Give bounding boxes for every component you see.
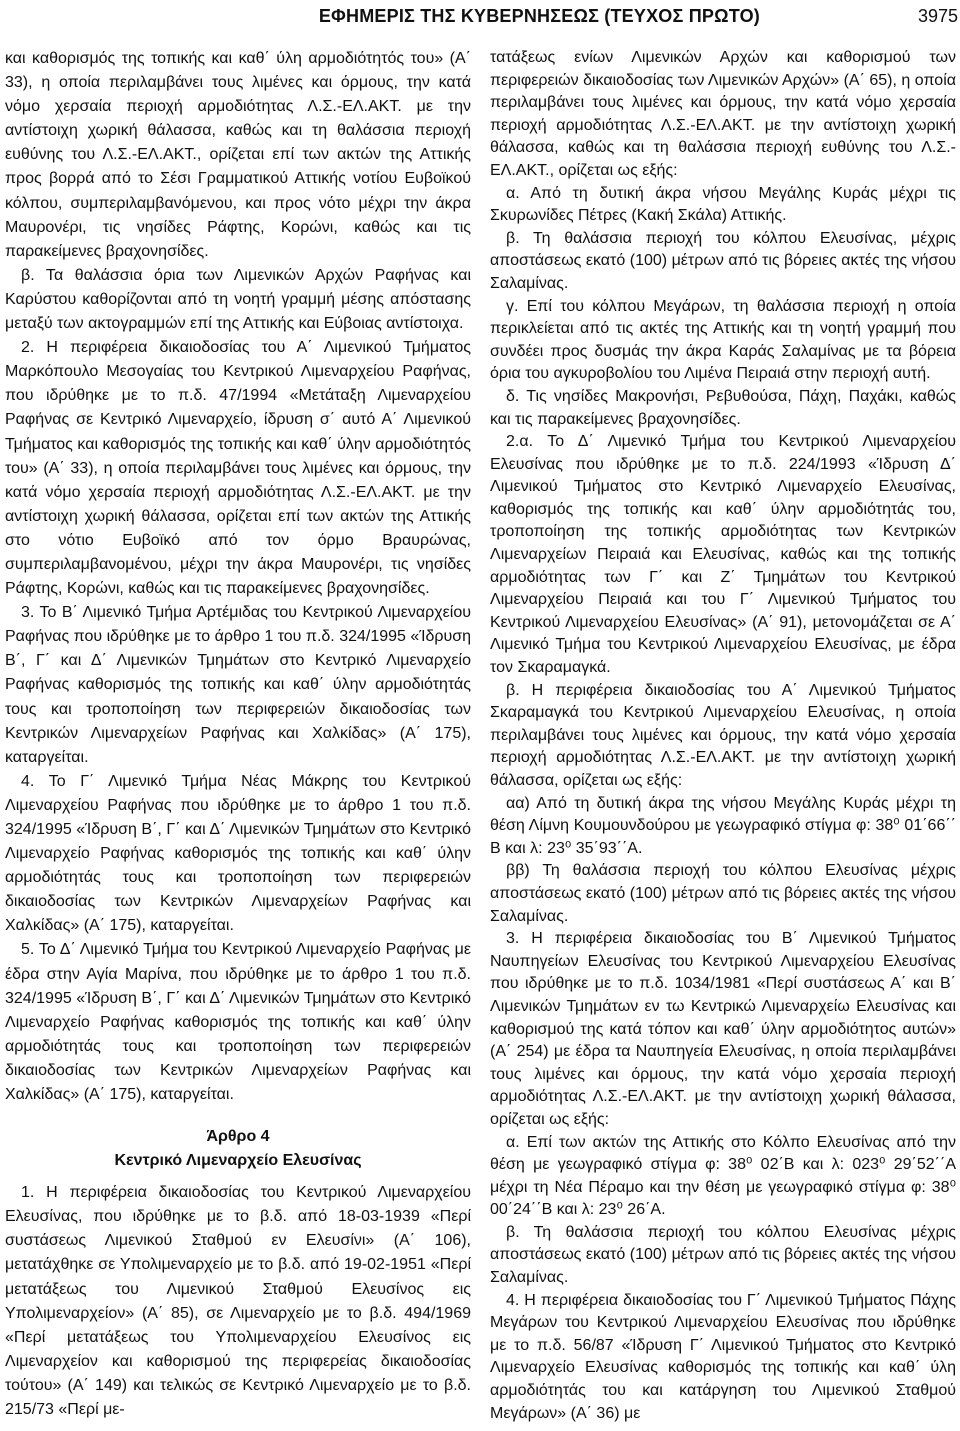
article-title: Κεντρικό Λιμεναρχείο Ελευσίνας — [114, 1152, 362, 1170]
paragraph: ββ) Τη θαλάσσια περιοχή του κόλπου Ελευσίνας μέχρις αποστάσεως εκατό (100) μέτρων από τις βόρειες ακτές της νήσου Σαλαμίνας. — [490, 862, 956, 925]
paragraph: δ. Τις νησίδες Μακρονήσι, Ρεβυθούσα, Πάχη, Παχάκι, καθώς και τις παρακείμενες βραχονησίδες. — [490, 387, 956, 428]
paragraph: 3. Το Β΄ Λιμενικό Τμήμα Αρτέμιδας του Κεντρικού Λιμεναρχείου Ραφήνας που ιδρύθηκε με το άρθρο 1 του π.δ. 324/1995 «Ίδρυση Β΄, Γ΄ και Δ΄ Λιμενικών Τμημάτων στο Κεντρικό Λιμεναρχείο Ραφήνας καθορισμός της τοπικής και καθ΄ ύλην αρμοδιότητάς τους και τροποποίηση των περιφερειών δικαιοδοσίας των Κεντρικών Λιμεναρχείων Ραφήνας και Χαλκίδας» (Α΄ 175), καταργείται. — [5, 604, 471, 766]
gazette-title: ΕΦΗΜΕΡΙΣ ΤΗΣ ΚΥΒΕΡΝΗΣΕΩΣ (ΤΕΥΧΟΣ ΠΡΩΤΟ) — [318, 6, 760, 26]
paragraph: α. Επί των ακτών της Αττικής στο Κόλπο Ελευσίνας από την θέση με γεωγραφικό στίγμα φ: 38⁰ 02΄Β και λ: 023⁰ 29΄52΄΄Α μέχρι τη Νέα Πέραμο και την θέση με γεωγραφικό στίγμα φ: 38⁰ 00΄24΄΄Β και λ: 23⁰ 26΄Α. — [490, 1133, 956, 1219]
article-number: Άρθρο 4 — [206, 1128, 270, 1146]
left-column — [5, 47, 471, 1422]
paragraph: 4. Η περιφέρεια δικαιοδοσίας του Γ΄ Λιμενικού Τμήματος Πάχης Μεγάρων του Κεντρικού Λιμεναρχείου Ελευσίνας που ιδρύθηκε με το π.δ. 56/87 «Ίδρυση Γ΄ Λιμενικού Τμήματος στο Κεντρικό Λιμεναρχείο Ελευσίνας καθορισμός της τοπικής και καθ΄ ύλη αρμοδιότητάς του και κατάργηση του Λιμενικού Σταθμού Μεγάρων» (Α΄ 36) με — [490, 1291, 956, 1422]
page-header — [0, 0, 960, 34]
article-heading — [5, 1125, 471, 1173]
paragraph: β. Τη θαλάσσια περιοχή του κόλπου Ελευσίνας μέχρις αποστάσεως εκατό (100) μέτρων από τις βόρειες ακτές της νήσου Σαλαμίνας. — [490, 1223, 956, 1287]
right-column — [490, 47, 956, 1425]
paragraph: 1. Η περιφέρεια δικαιοδοσίας του Κεντρικού Λιμεναρχείου Ελευσίνας, που ιδρύθηκε με το β.δ. από 18-03-1939 «Περί συστάσεως Λιμενικού Σταθμού εν Ελευσίνι» (Α΄ 106), μετατάχθηκε σε Υπολιμεναρχείο με το β.δ. από 19-02-1951 «Περί μετατάξεως του Λιμενικού Σταθμού Ελευσίνος εις Υπολιμεναρχείον» (Α΄ 85), σε Λιμεναρχείο με το β.δ. 494/1969 «Περί μετατάξεως του Υπολιμεναρχείου Ελευσίνος εις Λιμεναρχείον και καθορισμού της περιφερείας δικαιοδοσίας τούτου» (Α΄ 149) και τελικώς σε Κεντρικό Λιμεναρχείο με το β.δ. 215/73 «Περί με- — [5, 1184, 471, 1418]
paragraph: β. Τα θαλάσσια όρια των Λιμενικών Αρχών Ραφήνας και Καρύστου καθορίζονται από τη νοητή γραμμή μέσης απόστασης μεταξύ των ακτογραμμών επί της Αττικής και Εύβοιας αντίστοιχα. — [5, 266, 471, 333]
paragraph: β. Τη θαλάσσια περιοχή του κόλπου Ελευσίνας, μέχρις αποστάσεως εκατό (100) μέτρων από τις βόρειες ακτές της νήσου Σαλαμίνας. — [490, 229, 956, 292]
page-number: 3975 — [917, 6, 958, 26]
paragraph: τατάξεως ενίων Λιμενικών Αρχών και καθορισμού των περιφερειών δικαιοδοσίας των Λιμενικών Αρχών» (Α΄ 65), η οποία περιλαμβάνει τους λιμένες και όρμους, την κατά νόμο χερσαία περιοχή αρμοδιότητας Λ.Σ.-ΕΛ.ΑΚΤ. με την αντίστοιχη χωρική θάλασσα, καθώς και τη θαλάσσια περιοχή ευθύνης του Λ.Σ.-ΕΛ.ΑΚΤ., ορίζεται ως εξής: — [490, 49, 956, 179]
paragraph: 2.α. Το Δ΄ Λιμενικό Τμήμα του Κεντρικού Λιμεναρχείου Ελευσίνας που ιδρύθηκε με το π.δ. 224/1993 «Ίδρυση Δ΄ Λιμενικού Τμήματος στο Κεντρικό Λιμεναρχείο Ελευσίνας, καθορισμός της τοπικής και καθ΄ ύλην αρμοδιότητάς του, τροποποίηση της τοπικής αρμοδιότητας των Κεντρικών Λιμεναρχείων Πειραιά και Ελευσίνας, καθώς και της τοπικής αρμοδιότητας των Γ΄ και Ζ΄ Τμημάτων του Κεντρικού Λιμεναρχείου Πειραιά και του Γ΄ Λιμενικού Τμήματος του Κεντρικού Λιμεναρχείου Ελευσίνας» (Α΄ 91), μετονομάζεται σε Α΄ Λιμενικό Τμήμα του Κεντρικού Λιμεναρχείου Ελευσίνας, με έδρα τον Σκαραμαγκά. — [490, 433, 956, 677]
paragraph: 2. Η περιφέρεια δικαιοδοσίας του Α΄ Λιμενικού Τμήματος Μαρκόπουλο Μεσογαίας του Κεντρικού Λιμεναρχείου Ραφήνας, που ιδρύθηκε με το π.δ. 47/1994 «Μετάταξη Λιμεναρχείου Ραφήνας σε Κεντρικό Λιμεναρχείο, ίδρυση σ΄ αυτό Α΄ Λιμενικού Τμήματος και καθορισμός της τοπικής και καθ΄ ύλην αρμοδιότητός του» (Α΄ 33), η οποία περιλαμβάνει τους λιμένες και όρμους, την κατά νόμο χερσαία περιοχή αρμοδιότητας Λ.Σ.-ΕΛ.ΑΚΤ. με την αντίστοιχη χωρική θάλασσα, ορίζεται επί των ακτών της Αττικής στο νότιο Ευβοϊκό από τον όρμο Βραυρώνας, συμπεριλαμβανομένου, μέχρι την άκρα Μαυρονέρι, τις νησίδες Ράφτης, Κορώνι, καθώς και τις παρακείμενες βραχονησίδες. — [5, 339, 471, 598]
paragraph: 4. Το Γ΄ Λιμενικό Τμήμα Νέας Μάκρης του Κεντρικού Λιμεναρχείου Ραφήνας που ιδρύθηκε με το άρθρο 1 του π.δ. 324/1995 «Ίδρυση Β΄, Γ΄ και Δ΄ Λιμενικών Τμημάτων στο Κεντρικό Λιμεναρχείο Ραφήνας καθορισμός της τοπικής και καθ΄ ύλην αρμοδιότητάς τους και τροποποίηση των περιφερειών δικαιοδοσίας των Κεντρικών Λιμεναρχείων Ραφήνας και Χαλκίδας» (Α΄ 175), καταργείται. — [5, 772, 471, 935]
paragraph: και καθορισμός της τοπικής και καθ΄ ύλη αρμοδιότητός του» (Α΄ 33), η οποία περιλαμβάνει τους λιμένες και όρμους, την κατά νόμο χερσαία περιοχή αρμοδιότητας Λ.Σ.-ΕΛ.ΑΚΤ. με την αντίστοιχη χωρική θάλασσα, καθώς και τη θαλάσσια περιοχή ευθύνης του Λ.Σ.-ΕΛ.ΑΚΤ., ορίζεται επί των ακτών της Αττικής προς βορρά από το Σέσι Γραμματικού Αττικής νοτίου Ευβοϊκού κόλπου, συμπεριλαμβανόμενου, και προς νότο μέχρι την άκρα Μαυρονέρι, τις νησίδες Ράφτης, Κορώνι, καθώς και τις παρακείμενες βραχονησίδες. — [5, 50, 471, 260]
paragraph: 5. Το Δ΄ Λιμενικό Τμήμα του Κεντρικού Λιμεναρχείο Ραφήνας με έδρα στην Αγία Μαρίνα, που ιδρύθηκε με το άρθρο 1 του π.δ. 324/1995 «Ίδρυση Β΄, Γ΄ και Δ΄ Λιμενικών Τμημάτων στο Κεντρικό Λιμεναρχείο Ραφήνας καθορισμός της τοπικής και καθ΄ ύλην αρμοδιότητάς τους και τροποποίηση των περιφερειών δικαιοδοσίας των Κεντρικών Λιμεναρχείων Ραφήνας και Χαλκίδας» (Α΄ 175), καταργείται. — [5, 941, 471, 1104]
paragraph: γ. Επί του κόλπου Μεγάρων, τη θαλάσσια περιοχή η οποία περικλείεται από τις ακτές της Αττικής και τη νοητή γραμμή που συνδέει προς δυσμάς την άκρα Καράς Σαλαμίνας με τα βόρεια όρια του αγκυροβολίου του Λιμένα Πειραιά στην περιοχή αυτή. — [490, 297, 956, 383]
paragraph: α. Από τη δυτική άκρα νήσου Μεγάλης Κυράς μέχρι τις Σκυρωνίδες Πέτρες (Κακή Σκάλα) Αττικής. — [490, 184, 956, 225]
paragraph: 3. Η περιφέρεια δικαιοδοσίας του Β΄ Λιμενικού Τμήματος Ναυπηγείων Ελευσίνας του Κεντρικού Λιμεναρχείου Ελευσίνας που ιδρύθηκε με το π.δ. 1034/1981 «Περί συστάσεως Α΄ και Β΄ Λιμενικών Τμημάτων εν τω Κεντρικώ Λιμεναρχείω Ελευσίνας και καθορισμού της κατά τόπον και καθ΄ ύλην αρμοδιότητος αυτών» (Α΄ 254) με έδρα τα Ναυπηγεία Ελευσίνας, η οποία περιλαμβάνει τους λιμένες και όρμους, την κατά νόμο χερσαία περιοχή αρμοδιότητας Λ.Σ.-ΕΛ.ΑΚΤ. με την αντίστοιχη χωρική θάλασσα, ορίζεται ως εξής: — [490, 930, 956, 1128]
paragraph: αα) Από τη δυτική άκρα της νήσου Μεγάλης Κυράς μέχρι τη θέση Λίμνη Κουμουνδούρου με γεωγραφικό στίγμα φ: 38⁰ 01΄66΄΄ Β και λ: 23⁰ 35΄93΄΄Α. — [490, 794, 956, 857]
paragraph: β. Η περιφέρεια δικαιοδοσίας του Α΄ Λιμενικού Τμήματος Σκαραμαγκά του Κεντρικού Λιμεναρχείου Ελευσίνας, η οποία περιλαμβάνει τους λιμένες και όρμους, την κατά νόμο χερσαία περιοχή αρμοδιότητας Λ.Σ.-ΕΛ.ΑΚΤ. με την αντίστοιχη χωρική θάλασσα, ορίζεται ως εξής: — [490, 681, 956, 789]
